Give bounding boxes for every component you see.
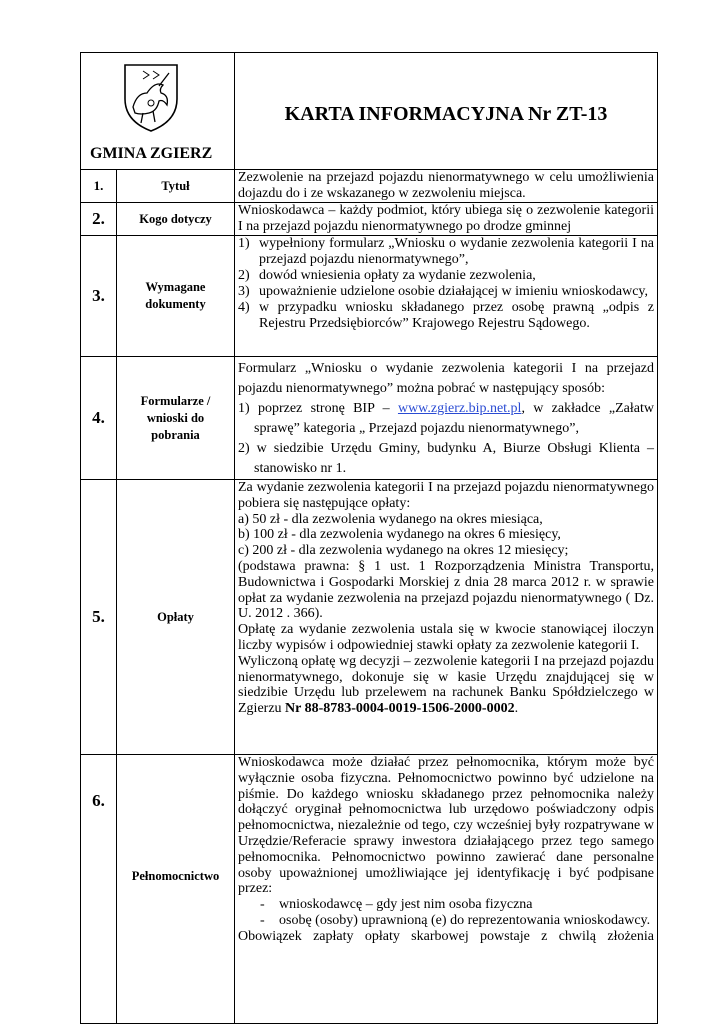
required-documents-list [238,236,654,332]
forms-option-2: 2) w siedzibie Urzędu Gminy, budynku A, Biurze Obsługi Klienta – stanowisko nr 1. [238,441,654,476]
row-text-documents [235,236,658,357]
list-item: - osobę (osoby) uprawnioną (e) do reprezentowania wnioskodawcy. [260,912,651,928]
row-label-documents: Wymagane dokumenty [117,236,235,357]
stamp-duty-text: Obowiązek zapłaty opłaty skarbowej powstaje z chwilą złożenia [238,928,654,944]
list-item: - wnioskodawcę – gdy jest nim osoba fizyczna [260,897,533,913]
header-logo-cell [81,53,235,170]
fees-intro: Za wydanie zezwolenia kategorii I na przejazd pojazdu nienormatywnego pobiera się następujące opłaty: [238,480,654,511]
row-text-concerns [235,203,658,236]
list-item: 1) wypełniony formularz „Wniosku o wydanie zezwolenia kategorii I na przejazd pojazdu nienormatywnego”, [238,236,654,267]
coat-of-arms-icon [119,59,183,133]
proxy-text: Wnioskodawca może działać przez pełnomocnika, którym może być wyłącznie osoba fizyczna. Pełnomocnictwo powinno być udzielone na piśmie. Do każdego wniosku składanego przez pełnomocnika należy dołączyć oryginał pełnomocnictwa lub urzędowo poświadczony odpis pełnomocnictwa, niezależnie od tego, czy wcześniej były rozpatrywane w Urzędzie/Referacie sprawy inwestora działającego przez tego samego pełnomocnika. Pełnomocnictwo powinno zawierać dane personalne osoby upoważnionej umożliwiające jej identyfikację i być podpisane przez: [238,755,654,897]
row-text-forms [235,357,658,480]
bank-account: Nr 88-8783-0004-0019-1506-2000-0002 [285,701,515,717]
row-text-proxy [235,755,658,1024]
row-number: 5. [81,480,117,755]
row-text-fees [235,480,658,755]
fee-item: c) 200 zł - dla zezwolenia wydanego na okres 12 miesięcy; [238,543,569,559]
bip-link[interactable]: www.zgierz.bip.net.pl [397,401,522,416]
page-title: KARTA INFORMACYJNA Nr ZT-13 [284,102,608,125]
fee-item: a) 50 zł - dla zezwolenia wydanego na okres miesiąca, [238,511,543,527]
concerns-text: Wnioskodawca – każdy podmiot, który ubiega się o zezwolenie kategorii I na przejazd pojazdu nienormatywnego po drodze gminnej [238,203,654,234]
header-title-cell [235,53,658,170]
row-label-concerns: Kogo dotyczy [117,203,235,236]
legal-basis: (podstawa prawna: § 1 ust. 1 Rozporządzenia Ministra Transportu, Budownictwa i Gospodarki Morskiej z dnia 28 marca 2012 r. w sprawie opłat za wydanie zezwolenia na przejazd pojazdu nienormatywnego ( Dz. U. 2012 . 366). [238,558,654,622]
list-item: 2) dowód wniesienia opłaty za wydanie zezwolenia, [238,268,536,283]
proxy-signers-list [238,897,654,929]
info-card-table [80,52,658,1024]
row-number: 3. [81,236,117,357]
row-label-title: Tytuł [117,170,235,203]
forms-option-1: 1) poprzez stronę BIP – www.zgierz.bip.net.pl, w zakładce „Załatw sprawę” kategoria „ Przejazd pojazdu nienormatywnego”, [238,401,655,436]
row-label-forms: Formularze / wnioski do pobrania [117,357,235,480]
row-number: 4. [81,357,117,480]
municipality-name: GMINA ZGIERZ [90,145,213,162]
fee-item: b) 100 zł - dla zezwolenia wydanego na okres 6 miesięcy, [238,527,561,543]
list-item: 3) upoważnienie udzielone osobie działającej w imieniu wnioskodawcy, [238,284,649,299]
title-text: Zezwolenie na przejazd pojazdu nienormatywnego w celu umożliwienia dojazdu do i ze wskazanego w zezwoleniu miejsca. [238,170,654,201]
forms-intro: Formularz „Wniosku o wydanie zezwolenia kategorii I na przejazd pojazdu nienormatywnego” można pobrać w następujący sposób: [238,361,654,396]
fee-calculation: Opłatę za wydanie zezwolenia ustala się w kwocie stanowiącej iloczyn liczby wypisów i odpowiedniej stawki opłaty za zezwolenie kategorii I. [238,622,654,653]
row-text-title [235,170,658,203]
payment-info: Wyliczoną opłatę wg decyzji – zezwolenie kategorii I na przejazd pojazdu nienormatywnego, dokonuje się w kasie Urzędu znajdującej się w siedzibie Urzędu lub przelewem na rachunek Banku Spółdzielczego w Zgierzu Nr 88-8783-0004-0019-1506-2000-0002. [238,653,654,717]
row-number: 6. [81,755,117,1024]
list-item: 4) w przypadku wniosku składanego przez osobę prawną „odpis z Rejestru Przedsiębiorców” Krajowego Rejestru Sądowego. [238,300,654,331]
row-label-fees: Opłaty [117,480,235,755]
row-number: 1. [81,170,117,203]
row-number: 2. [81,203,117,236]
row-label-proxy: Pełnomocnictwo [117,755,235,1024]
